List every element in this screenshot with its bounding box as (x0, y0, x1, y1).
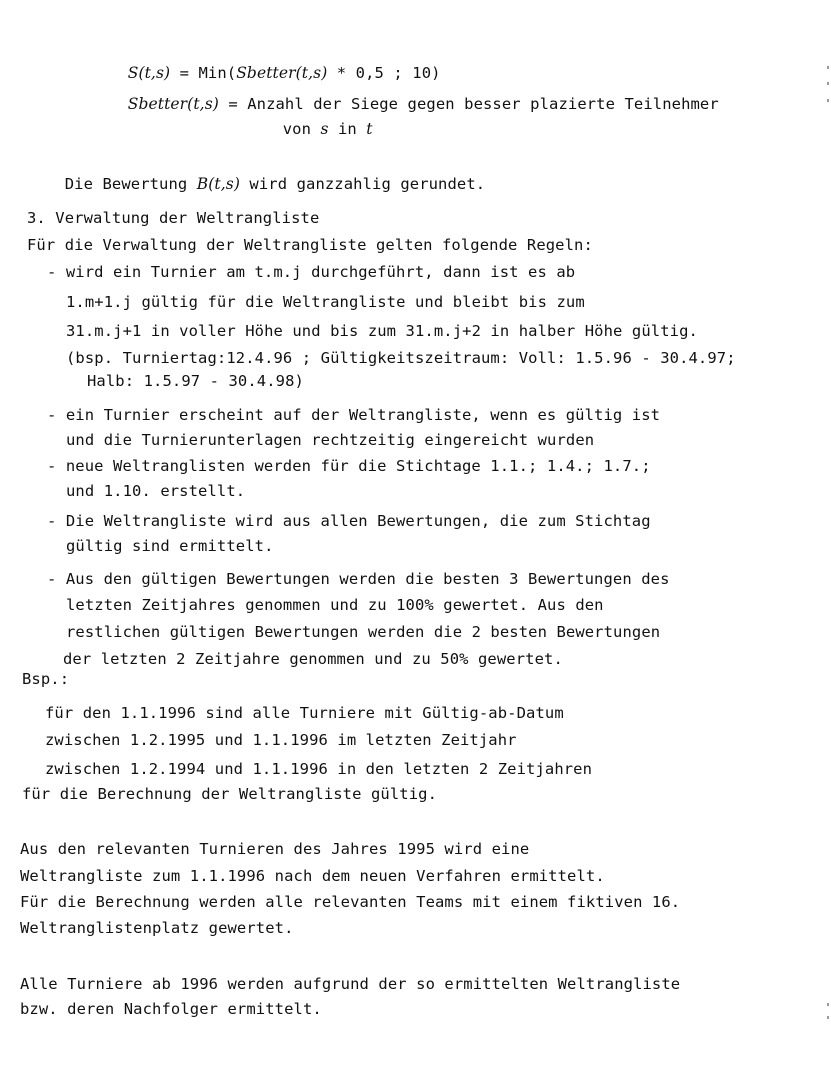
rule-line: der letzten 2 Zeitjahre genommen und zu 50% gewertet. (63, 650, 563, 668)
scan-edge-mark (827, 82, 829, 85)
formula-line-2 (90, 77, 719, 131)
rule-line: (bsp. Turniertag:12.4.96 ; Gültigkeitszeitraum: Voll: 1.5.96 - 30.4.97; (66, 349, 736, 367)
rule-line: restlichen gültigen Bewertungen werden die 2 besten Bewertungen (66, 623, 661, 641)
rule-line: letzten Zeitjahres genommen und zu 100% gewertet. Aus den (66, 596, 604, 614)
formula-factor-text: * 0,5 ; 10) (327, 64, 441, 82)
rounding-pre: Die Bewertung (64, 175, 197, 193)
section-heading: 3. Verwaltung der Weltrangliste (27, 209, 320, 227)
example-label: Bsp.: (22, 670, 70, 688)
paragraph-line: Weltrangliste zum 1.1.1996 nach dem neuen Verfahren ermittelt. (20, 867, 605, 885)
example-line: für die Berechnung der Weltrangliste gültig. (22, 785, 437, 803)
scan-edge-mark (827, 66, 829, 69)
rule-line: - Die Weltrangliste wird aus allen Bewertungen, die zum Stichtag (47, 512, 651, 530)
formula-line-3 (245, 102, 373, 156)
rounding-b-symbol: B(t,s) (196, 175, 240, 193)
rule-line: gültig sind ermittelt. (66, 537, 274, 555)
scan-edge-mark (827, 99, 829, 102)
scan-edge-mark (827, 1016, 829, 1019)
section-intro: Für die Verwaltung der Weltrangliste gelten folgende Regeln: (27, 236, 593, 254)
sbetter-definition-symbol: Sbetter(t,s) (127, 95, 219, 113)
formula-s-symbol: S(t,s) (127, 64, 171, 82)
paragraph-line: bzw. deren Nachfolger ermittelt. (20, 1000, 322, 1018)
rule-line: - neue Weltranglisten werden für die Stichtage 1.1.; 1.4.; 1.7.; (47, 457, 651, 475)
rule-line: 1.m+1.j gültig für die Weltrangliste und bleibt bis zum (66, 293, 585, 311)
rule-line: - Aus den gültigen Bewertungen werden die besten 3 Bewertungen des (47, 570, 670, 588)
rule-line: 31.m.j+1 in voller Höhe und bis zum 31.m.j+2 in halber Höhe gültig. (66, 322, 698, 340)
paragraph-line: Für die Berechnung werden alle relevanten Teams mit einem fiktiven 16. (20, 893, 681, 911)
rule-line: und 1.10. erstellt. (66, 482, 246, 500)
rounding-post: wird ganzzahlig gerundet. (239, 175, 486, 193)
formula-line-3-s: s (320, 120, 329, 138)
rule-line: - wird ein Turnier am t.m.j durchgeführt, dann ist es ab (47, 263, 576, 281)
paragraph-line: Aus den relevanten Turnieren des Jahres 1995 wird eine (20, 840, 530, 858)
example-line: zwischen 1.2.1994 und 1.1.1996 in den letzten 2 Zeitjahren (45, 760, 593, 778)
scan-edge-mark (827, 1003, 829, 1006)
example-line: zwischen 1.2.1995 und 1.1.1996 im letzten Zeitjahr (45, 731, 517, 749)
example-line: für den 1.1.1996 sind alle Turniere mit Gültig-ab-Datum (45, 704, 564, 722)
paragraph-line: Alle Turniere ab 1996 werden aufgrund der so ermittelten Weltrangliste (20, 975, 681, 993)
sbetter-definition-text: = Anzahl der Siege gegen besser plazierte Teilnehmer (218, 95, 719, 113)
formula-sbetter-symbol: Sbetter(t,s) (236, 64, 328, 82)
rule-line: Halb: 1.5.97 - 30.4.98) (87, 372, 304, 390)
rule-line: und die Turnierunterlagen rechtzeitig eingereicht wurden (66, 431, 595, 449)
rounding-sentence (27, 157, 485, 211)
rule-line: - ein Turnier erscheint auf der Weltrangliste, wenn es gültig ist (47, 406, 661, 424)
formula-line-3-von: von (282, 120, 321, 138)
formula-line-3-t: t (366, 120, 373, 138)
formula-min-text: = Min( (170, 64, 237, 82)
paragraph-line: Weltranglistenplatz gewertet. (20, 919, 294, 937)
formula-line-3-in: in (328, 120, 367, 138)
